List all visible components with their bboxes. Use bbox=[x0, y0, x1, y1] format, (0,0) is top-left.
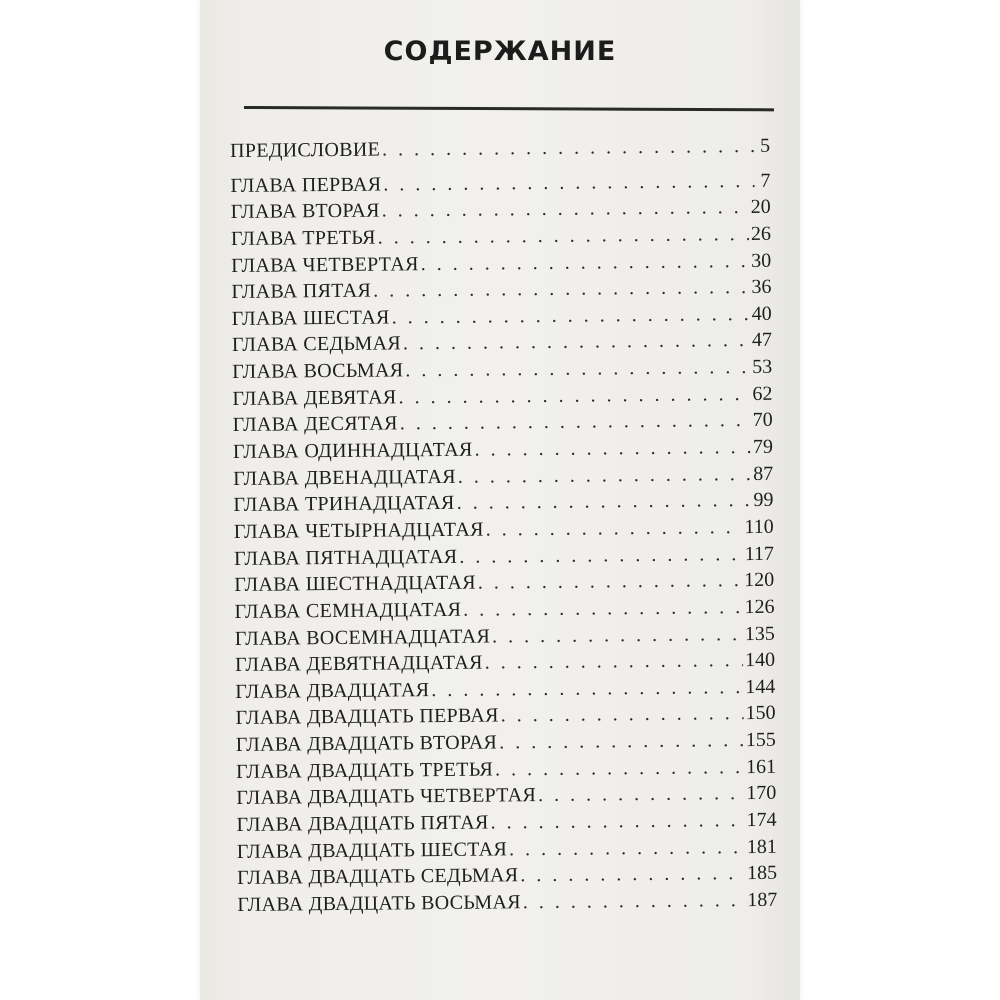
toc-entry-page-number: 5 bbox=[759, 134, 771, 157]
toc-entry-page-number: 7 bbox=[760, 169, 771, 192]
toc-entry-title: ГЛАВА ОДИННАДЦАТАЯ bbox=[232, 438, 473, 464]
toc-entry-title: ГЛАВА ТРЕТЬЯ bbox=[230, 226, 376, 250]
toc-entry-title: ГЛАВА ВОСЬМАЯ bbox=[232, 359, 404, 384]
toc-dot-leader bbox=[478, 569, 743, 595]
toc-entry-page-number: 40 bbox=[751, 302, 772, 325]
toc-dot-leader bbox=[495, 756, 744, 781]
toc-entry-title: ПРЕДИСЛОВИЕ bbox=[230, 138, 381, 162]
toc-entry-title: ГЛАВА ДВАДЦАТЬ ТРЕТЬЯ bbox=[235, 758, 494, 783]
toc-dot-leader bbox=[520, 862, 745, 887]
page-title: СОДЕРЖАНИЕ bbox=[383, 36, 617, 67]
toc-entry bbox=[237, 889, 777, 921]
toc-entry-page-number: 185 bbox=[746, 862, 778, 885]
toc-entry-title: ГЛАВА ПЕРВАЯ bbox=[230, 173, 382, 197]
toc-dot-leader bbox=[485, 649, 743, 674]
toc-dot-leader bbox=[392, 303, 750, 329]
toc-dot-leader bbox=[492, 623, 743, 648]
toc-entry-title: ГЛАВА ДВАДЦАТЬ ЧЕТВЕРТАЯ bbox=[236, 784, 537, 810]
toc-dot-leader bbox=[405, 356, 750, 382]
toc-entry-page-number: 117 bbox=[744, 542, 775, 565]
toc-entry-page-number: 70 bbox=[752, 409, 773, 432]
book-page bbox=[200, 0, 800, 1000]
toc-entry-page-number: 20 bbox=[750, 196, 771, 219]
toc-entry-page-number: 170 bbox=[746, 782, 777, 805]
toc-entry-title: ГЛАВА ВОСЕМНАДЦАТАЯ bbox=[234, 625, 491, 650]
toc-dot-leader bbox=[398, 383, 750, 409]
toc-entry-page-number: 47 bbox=[751, 329, 773, 352]
toc-entry-title: ГЛАВА ДВАДЦАТАЯ bbox=[235, 678, 430, 703]
toc-entry-page-number: 174 bbox=[746, 808, 777, 832]
toc-entry-page-number: 144 bbox=[745, 675, 776, 698]
toc-entry-title: ГЛАВА ВТОРАЯ bbox=[230, 199, 380, 224]
toc-entry-title: ГЛАВА ДВАДЦАТЬ ВОСЬМАЯ bbox=[237, 891, 521, 916]
toc-dot-leader bbox=[475, 436, 752, 462]
toc-entry-title: ГЛАВА ТРИНАДЦАТАЯ bbox=[233, 492, 455, 517]
toc-dot-leader bbox=[523, 889, 746, 914]
toc-entry-page-number: 155 bbox=[745, 728, 776, 752]
toc-dot-leader bbox=[382, 135, 754, 162]
toc-entry-title: ГЛАВА ПЯТАЯ bbox=[231, 279, 372, 304]
toc-entry-title: ГЛАВА ДВАДЦАТЬ ШЕСТАЯ bbox=[236, 838, 508, 863]
toc-dot-leader bbox=[490, 809, 744, 834]
toc-entry-page-number: 150 bbox=[745, 702, 776, 725]
toc-entry-title: ГЛАВА ДЕСЯТАЯ bbox=[232, 412, 398, 437]
toc-entry-preface bbox=[230, 135, 770, 167]
toc-entry-page-number: 181 bbox=[746, 835, 777, 858]
toc-dot-leader bbox=[463, 596, 743, 622]
toc-entry-page-number: 110 bbox=[744, 515, 774, 539]
toc-dot-leader bbox=[400, 409, 751, 435]
toc-entry-title: ГЛАВА ШЕСТАЯ bbox=[231, 306, 390, 330]
toc-dot-leader bbox=[459, 543, 743, 569]
toc-dot-leader bbox=[373, 276, 750, 303]
toc-entry-title: ГЛАВА ПЯТНАДЦАТАЯ bbox=[233, 545, 458, 570]
toc-entry-title: ГЛАВА ДВАДЦАТЬ СЕДЬМАЯ bbox=[236, 864, 519, 890]
toc-dot-leader bbox=[403, 330, 750, 356]
toc-dot-leader bbox=[457, 489, 752, 515]
toc-entry-page-number: 87 bbox=[753, 462, 774, 485]
toc-entry-page-number: 161 bbox=[745, 755, 777, 778]
toc-dot-leader bbox=[378, 223, 749, 250]
toc-dot-leader bbox=[509, 836, 745, 861]
toc-dot-leader bbox=[421, 250, 750, 276]
toc-entry-title: ГЛАВА ДВАДЦАТЬ ПЕРВАЯ bbox=[235, 704, 499, 730]
toc-entry-page-number: 120 bbox=[744, 569, 775, 592]
toc-entry-page-number: 79 bbox=[752, 435, 774, 459]
toc-dot-leader bbox=[383, 170, 754, 197]
toc-entry-title: ГЛАВА ЧЕТЫРНАДЦАТАЯ bbox=[233, 518, 484, 543]
toc-entry-page-number: 99 bbox=[753, 489, 774, 512]
toc-entry-page-number: 187 bbox=[747, 888, 778, 912]
toc-entry-page-number: 126 bbox=[744, 595, 775, 618]
table-of-contents bbox=[230, 135, 777, 921]
toc-dot-leader bbox=[501, 703, 744, 728]
toc-dot-leader bbox=[499, 729, 744, 754]
toc-entry-title: ГЛАВА СЕМНАДЦАТАЯ bbox=[234, 598, 462, 623]
title-rule bbox=[244, 106, 774, 111]
toc-entry-page-number: 135 bbox=[744, 622, 775, 645]
toc-dot-leader bbox=[538, 782, 744, 807]
toc-entry-title: ГЛАВА ДВАДЦАТЬ ВТОРАЯ bbox=[235, 731, 498, 757]
toc-entry-title: ГЛАВА СЕДЬМАЯ bbox=[231, 332, 402, 357]
toc-entry-title: ГЛАВА ДЕВЯТНАДЦАТАЯ bbox=[234, 651, 483, 677]
toc-entry-title: ГЛАВА ШЕСТНАДЦАТАЯ bbox=[234, 571, 476, 597]
toc-entry-page-number: 140 bbox=[744, 648, 776, 672]
toc-entry-title: ГЛАВА ДВАДЦАТЬ ПЯТАЯ bbox=[236, 811, 489, 836]
toc-entry-page-number: 62 bbox=[752, 382, 773, 405]
toc-entry-title: ГЛАВА ДВЕНАДЦАТАЯ bbox=[233, 465, 456, 490]
toc-dot-leader bbox=[382, 196, 749, 223]
toc-entry-page-number: 36 bbox=[751, 276, 772, 299]
toc-dot-leader bbox=[486, 516, 743, 541]
toc-dot-leader bbox=[458, 463, 752, 489]
toc-entry-title: ГЛАВА ЧЕТВЕРТАЯ bbox=[231, 252, 419, 277]
toc-entry-page-number: 30 bbox=[751, 249, 772, 272]
toc-entry-title: ГЛАВА ДЕВЯТАЯ bbox=[232, 386, 397, 410]
toc-entry-page-number: 26 bbox=[750, 222, 772, 245]
toc-dot-leader bbox=[431, 676, 743, 702]
toc-entry-page-number: 53 bbox=[752, 355, 773, 379]
